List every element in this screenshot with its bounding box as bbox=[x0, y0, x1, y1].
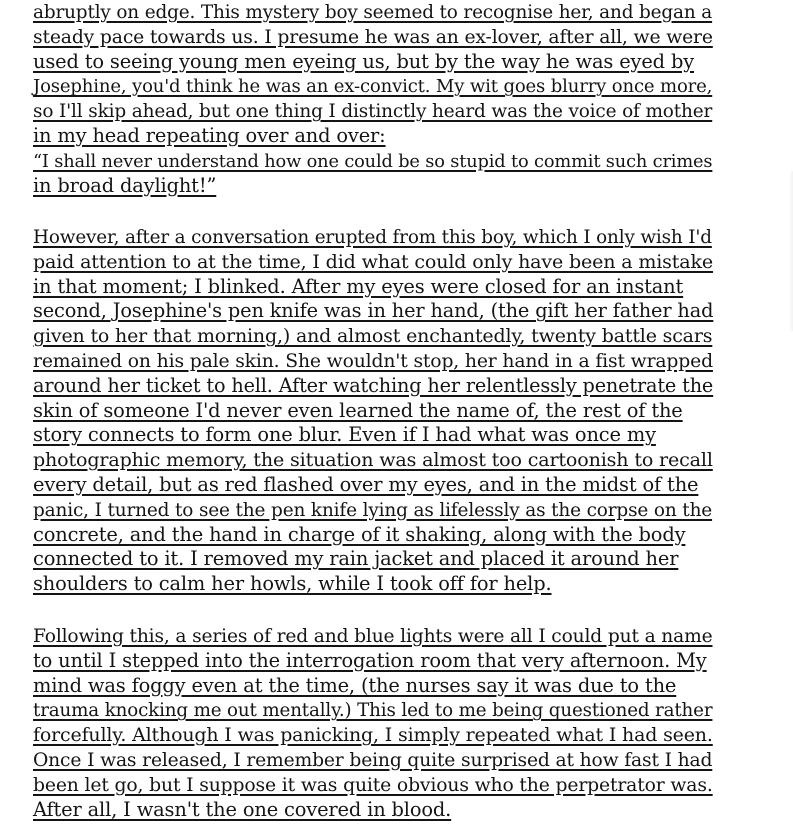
quote-line: “I shall never understand how one could be so stupid to commit such crimes bbox=[33, 151, 713, 172]
text-line: paid attention to at the time, I did what could only have been a mistake bbox=[33, 250, 713, 273]
paragraph-1 bbox=[33, 0, 723, 198]
text-line: skin of someone I'd never even learned the name of, the rest of the bbox=[33, 398, 683, 422]
text-line: connected to it. I removed my rain jacket and placed it around her bbox=[33, 547, 679, 571]
text-line: panic, I turned to see the pen knife lying as lifelessly as the corpse on the bbox=[33, 499, 713, 521]
text-line: Josephine, you'd think he was an ex-convict. My wit goes blurry once more, bbox=[33, 76, 713, 98]
text-line: photographic memory, the situation was almost too cartoonish to recall bbox=[33, 449, 713, 472]
text-line: trauma knocking me out mentally.) This led to me being questioned rather bbox=[33, 700, 713, 722]
text-line: However, after a conversation erupted from this boy, which I only wish I'd bbox=[33, 227, 712, 248]
text-line: shoulders to calm her howls, while I took off for help. bbox=[33, 572, 552, 596]
text-line: to until I stepped into the interrogation room that very afternoon. My bbox=[33, 648, 707, 672]
text-line: been let go, but I suppose it was quite obvious who the perpetrator was. bbox=[33, 774, 713, 796]
text-line: forcefully. Although I was panicking, I simply repeated what I had seen. bbox=[33, 724, 713, 747]
text-line: every detail, but as red flashed over my eyes, and in the midst of the bbox=[33, 472, 699, 496]
quote-line: in broad daylight!” bbox=[33, 173, 217, 197]
paragraph-3 bbox=[33, 624, 723, 822]
text-line: used to seeing young men eyeing us, but by the way he was eyed by bbox=[33, 49, 695, 73]
text-line: in that moment; I blinked. After my eyes were closed for an instant bbox=[33, 274, 684, 298]
text-line: remained on his pale skin. She wouldn't stop, her hand in a fist wrapped bbox=[33, 350, 713, 372]
text-line: in my head repeating over and over: bbox=[33, 123, 386, 147]
text-line: story connects to form one blur. Even if I had what was once my bbox=[33, 423, 656, 447]
text-line: After all, I wasn't the one covered in blood. bbox=[33, 797, 452, 821]
text-line: given to her that morning,) and almost enchantedly, twenty battle scars bbox=[33, 325, 713, 348]
page-edge-shadow bbox=[789, 171, 793, 331]
text-line: concrete, and the hand in charge of it shaking, along with the body bbox=[33, 522, 686, 546]
text-line: abruptly on edge. This mystery boy seemed to recognise her, and began a bbox=[33, 2, 713, 23]
text-line: around her ticket to hell. After watching her relentlessly penetrate the bbox=[33, 373, 714, 397]
paragraph-2 bbox=[33, 225, 723, 597]
text-line: second, Josephine's pen knife was in her hand, (the gift her father had bbox=[33, 299, 714, 323]
text-line: so I'll skip ahead, but one thing I distinctly heard was the voice of mother bbox=[33, 101, 713, 123]
text-line: mind was foggy even at the time, (the nurses say it was due to the bbox=[33, 673, 677, 697]
text-line: Following this, a series of red and blue lights were all I could put a name bbox=[33, 626, 713, 647]
text-line: steady pace towards us. I presume he was an ex-lover, after all, we were bbox=[33, 26, 713, 48]
text-line: Once I was released, I remember being quite surprised at how fast I had bbox=[33, 749, 713, 771]
